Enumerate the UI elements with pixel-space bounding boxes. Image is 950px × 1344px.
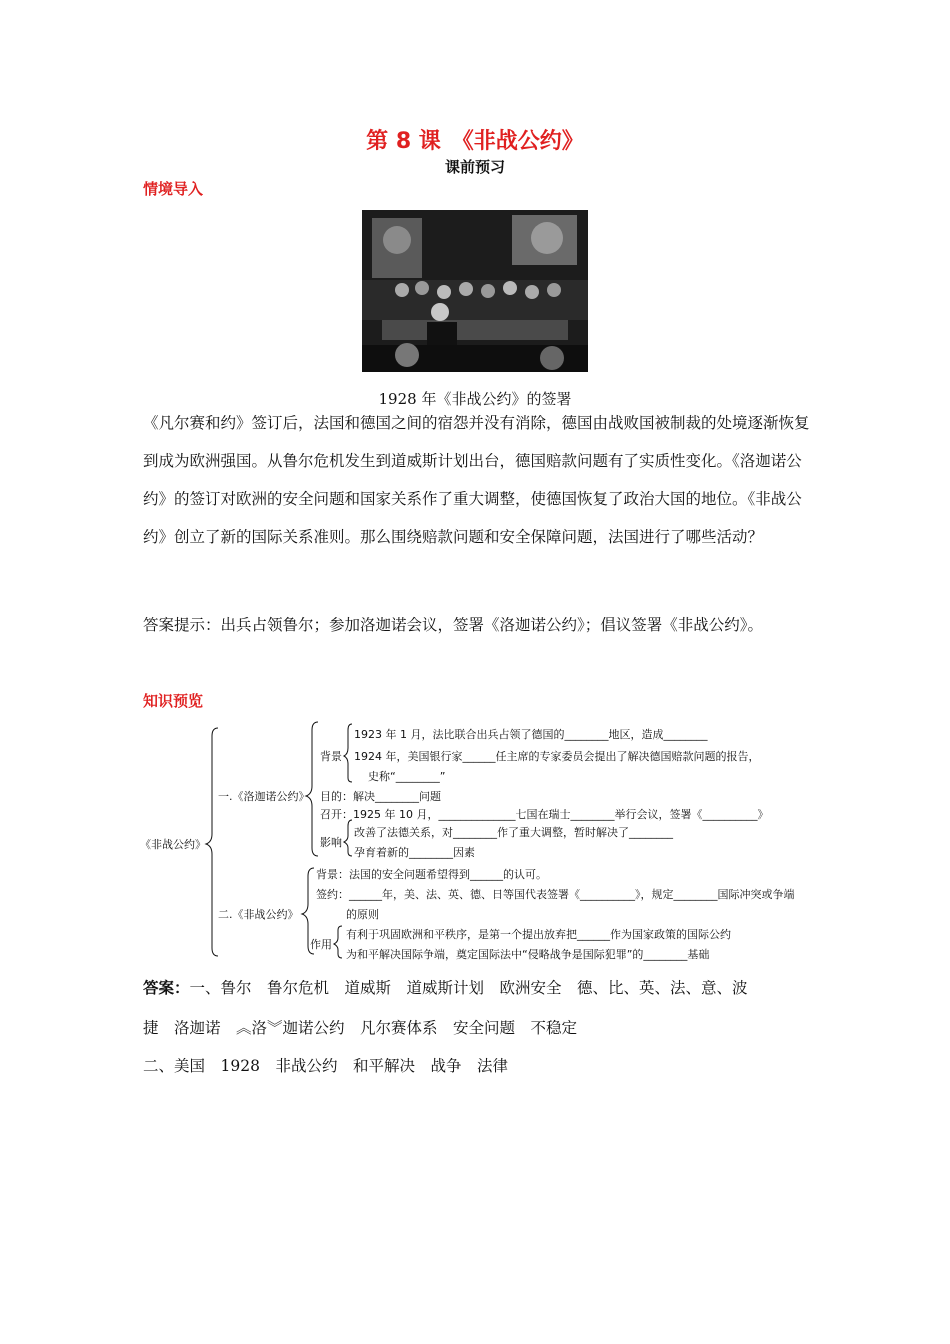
lesson-subtitle: 课前预习 <box>444 158 505 176</box>
answers-line1 <box>143 976 813 998</box>
branch1-background-line1: 1923 年 1 月，法比联合出兵占领了德国的________地区，造成________ <box>354 728 708 741</box>
intro-paragraph: 《凡尔赛和约》签订后，法国和德国之间的宿怨并没有消除，德国由战败国被制裁的处境逐渐恢复到成为欧洲强国。从鲁尔危机发生到道威斯计划出台，德国赔款问题有了实质性变化。《洛迦诺公约》的签订对欧洲的安全问题和国家关系作了重大调整，使德国恢复了政治大国的地位。《非战公约》创立了新的国际关系准则。那么围绕赔款问题和安全保障问题，法国进行了哪些活动？ <box>143 414 810 546</box>
branch1-convene: 召开：1925 年 10 月，______________七国在瑞士________举行会议，签署《__________》 <box>320 808 769 821</box>
section-heading-preview: 知识预览 <box>143 692 204 710</box>
branch1-background-line3: 史称“________” <box>368 770 446 783</box>
historical-photo <box>362 210 588 372</box>
branch2-effect-label: 作用 <box>310 938 332 951</box>
branch1-background-label: 背景 <box>320 750 342 763</box>
answer-hint: 答案提示：出兵占领鲁尔；参加洛迦诺会议，签署《洛迦诺公约》；倡议签署《非战公约》。 <box>143 616 764 634</box>
branch2-effect-line2: 为和平解决国际争端，奠定国际法中“侵略战争是国际犯罪”的________基础 <box>346 948 710 961</box>
branch1-label: 一.《洛迦诺公约》 <box>218 790 310 803</box>
branch2-signing-line2: 的原则 <box>346 908 379 921</box>
branch1-background-line2: 1924 年，美国银行家______任主席的专家委员会提出了解决德国赔款问题的报告， <box>354 750 760 763</box>
branch1-impact-line1: 改善了法德关系，对________作了重大调整，暂时解决了________ <box>354 826 673 839</box>
branch1-impact-label: 影响 <box>320 836 342 849</box>
branch2-background: 背景：法国的安全问题希望得到______的认可。 <box>316 868 547 881</box>
answers-line3: 二、美国 1928 非战公约 和平解决 战争 法律 <box>143 1057 508 1075</box>
branch1-purpose: 目的：解决________问题 <box>320 790 441 803</box>
knowledge-diagram <box>140 716 820 960</box>
answers-line2: 捷 洛迦诺 ︽洛︾迦诺公约 凡尔赛体系 安全问题 不稳定 <box>143 1019 578 1037</box>
signing-ceremony-image <box>362 210 588 372</box>
branch2-effect-line1: 有利于巩固欧洲和平秩序，是第一个提出放弃把______作为国家政策的国际公约 <box>346 928 731 941</box>
branch1-impact-line2: 孕育着新的________因素 <box>354 846 475 859</box>
answers-label: 答案： <box>143 978 190 997</box>
lesson-title: 第 8 课 《非战公约》 <box>366 129 584 154</box>
photo-caption: 1928 年《非战公约》的签署 <box>378 390 572 408</box>
diagram-root: 《非战公约》 <box>140 838 206 851</box>
branch2-signing-line1: 签约：______年，美、法、英、德、日等国代表签署《__________》，规定________国际冲突或争端 <box>316 888 795 901</box>
answers-text1: 一、鲁尔 鲁尔危机 道威斯 道威斯计划 欧洲安全 德、比、英、法、意、波 <box>189 979 748 997</box>
branch2-label: 二.《非战公约》 <box>218 908 299 921</box>
section-heading-intro: 情境导入 <box>143 180 204 198</box>
